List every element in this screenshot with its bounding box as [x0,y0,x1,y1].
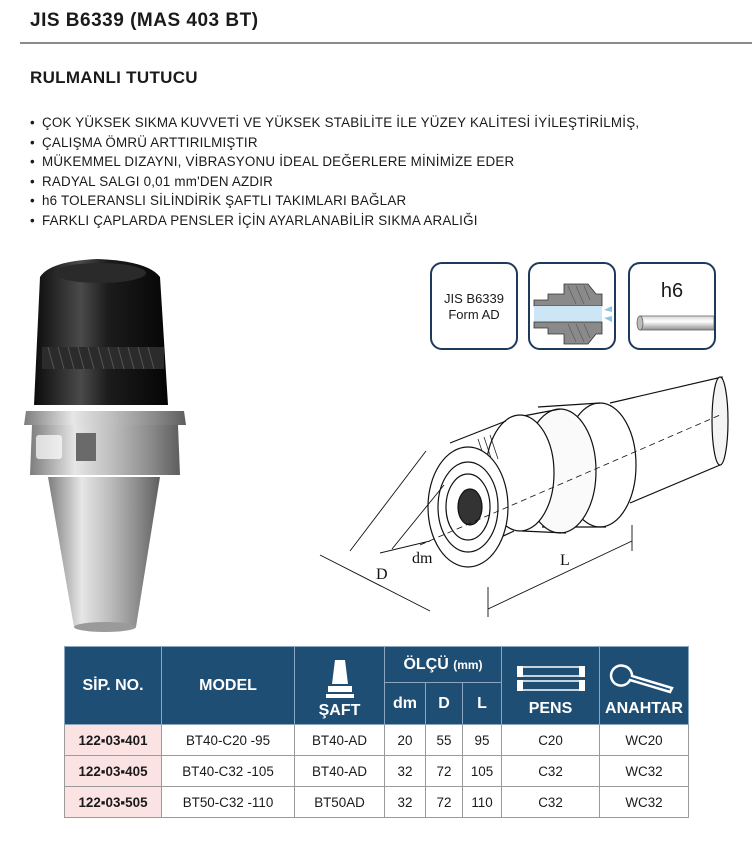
cell-model: BT40-C20 -95 [162,725,295,756]
title-divider [20,42,752,44]
cell-sip: 122▪03▪505 [65,787,162,818]
header-anahtar-cell [600,647,689,725]
feature-list [30,113,730,230]
cell-pens: C32 [502,756,600,787]
jis-standard-badge [430,262,518,350]
cell-l: 95 [463,725,502,756]
header-pens: PENS [528,700,573,717]
shank-rod-icon [630,264,714,348]
cell-anahtar: WC32 [600,756,689,787]
cross-section-icon [530,264,614,348]
header-olcu: ÖLÇÜ [403,655,449,673]
header-pens-cell [502,647,600,725]
badge-h6-label: h6 [660,280,684,302]
h6-tolerance-badge [628,262,716,350]
header-olcu-group [385,647,502,683]
cell-anahtar: WC20 [600,725,689,756]
spec-table [64,646,689,818]
cell-saft: BT40-AD [295,756,385,787]
header-dm: dm [385,683,426,725]
header-saft-cell [295,647,385,725]
header-sip-no: SİP. NO. [65,647,162,725]
feature-item: • MÜKEMMEL DIZAYNI, VİBRASYONU İDEAL DEĞERLERE MİNİMİZE EDER [30,152,730,172]
collet-icon [515,664,587,694]
badge-jis-line1: JIS B6339 [444,291,504,306]
cell-model: BT50-C32 -110 [162,787,295,818]
dimension-label-L: L [560,552,570,569]
cell-d: 72 [426,787,463,818]
table-row [65,787,689,818]
feature-item: • h6 TOLERANSLI SİLİNDİRİK ŞAFTLI TAKIMLARI BAĞLAR [30,191,730,211]
dimension-label-D: D [376,566,388,583]
cell-d: 55 [426,725,463,756]
header-d: D [426,683,463,725]
feature-item: • RADYAL SALGI 0,01 mm'DEN AZDIR [30,172,730,192]
cell-model: BT40-C32 -105 [162,756,295,787]
cell-pens: C20 [502,725,600,756]
feature-item: • FARKLI ÇAPLARDA PENSLER İÇİN AYARLANABİLİR SIKMA ARALIĞI [30,211,730,231]
product-photo [18,255,208,635]
cell-dm: 32 [385,787,426,818]
wrench-icon [608,660,680,696]
feature-item: • ÇALIŞMA ÖMRÜ ARTTIRILMIŞTIR [30,133,730,153]
cell-l: 110 [463,787,502,818]
table-row [65,725,689,756]
header-anahtar: ANAHTAR [605,700,683,717]
header-saft: ŞAFT [318,702,361,719]
cell-d: 72 [426,756,463,787]
page-title: JIS B6339 (MAS 403 BT) [30,10,259,31]
taper-shaft-icon [320,658,360,700]
feature-item: • ÇOK YÜKSEK SIKMA KUVVETİ VE YÜKSEK STABİLİTE İLE YÜZEY KALİTESİ İYİLEŞTİRİLMİŞ, [30,113,730,133]
technical-drawing [310,355,730,635]
header-olcu-unit: (mm) [453,657,483,672]
cell-sip: 122▪03▪401 [65,725,162,756]
cell-anahtar: WC32 [600,787,689,818]
cell-dm: 20 [385,725,426,756]
cross-section-badge [528,262,616,350]
dimension-label-dm: dm [412,550,433,567]
badge-jis-line2: Form AD [448,307,500,322]
cell-saft: BT50AD [295,787,385,818]
header-model: MODEL [162,647,295,725]
cell-saft: BT40-AD [295,725,385,756]
cell-sip: 122▪03▪405 [65,756,162,787]
cell-dm: 32 [385,756,426,787]
cell-l: 105 [463,756,502,787]
section-subtitle: RULMANLI TUTUCU [30,68,198,87]
cell-pens: C32 [502,787,600,818]
table-row [65,756,689,787]
header-l: L [463,683,502,725]
